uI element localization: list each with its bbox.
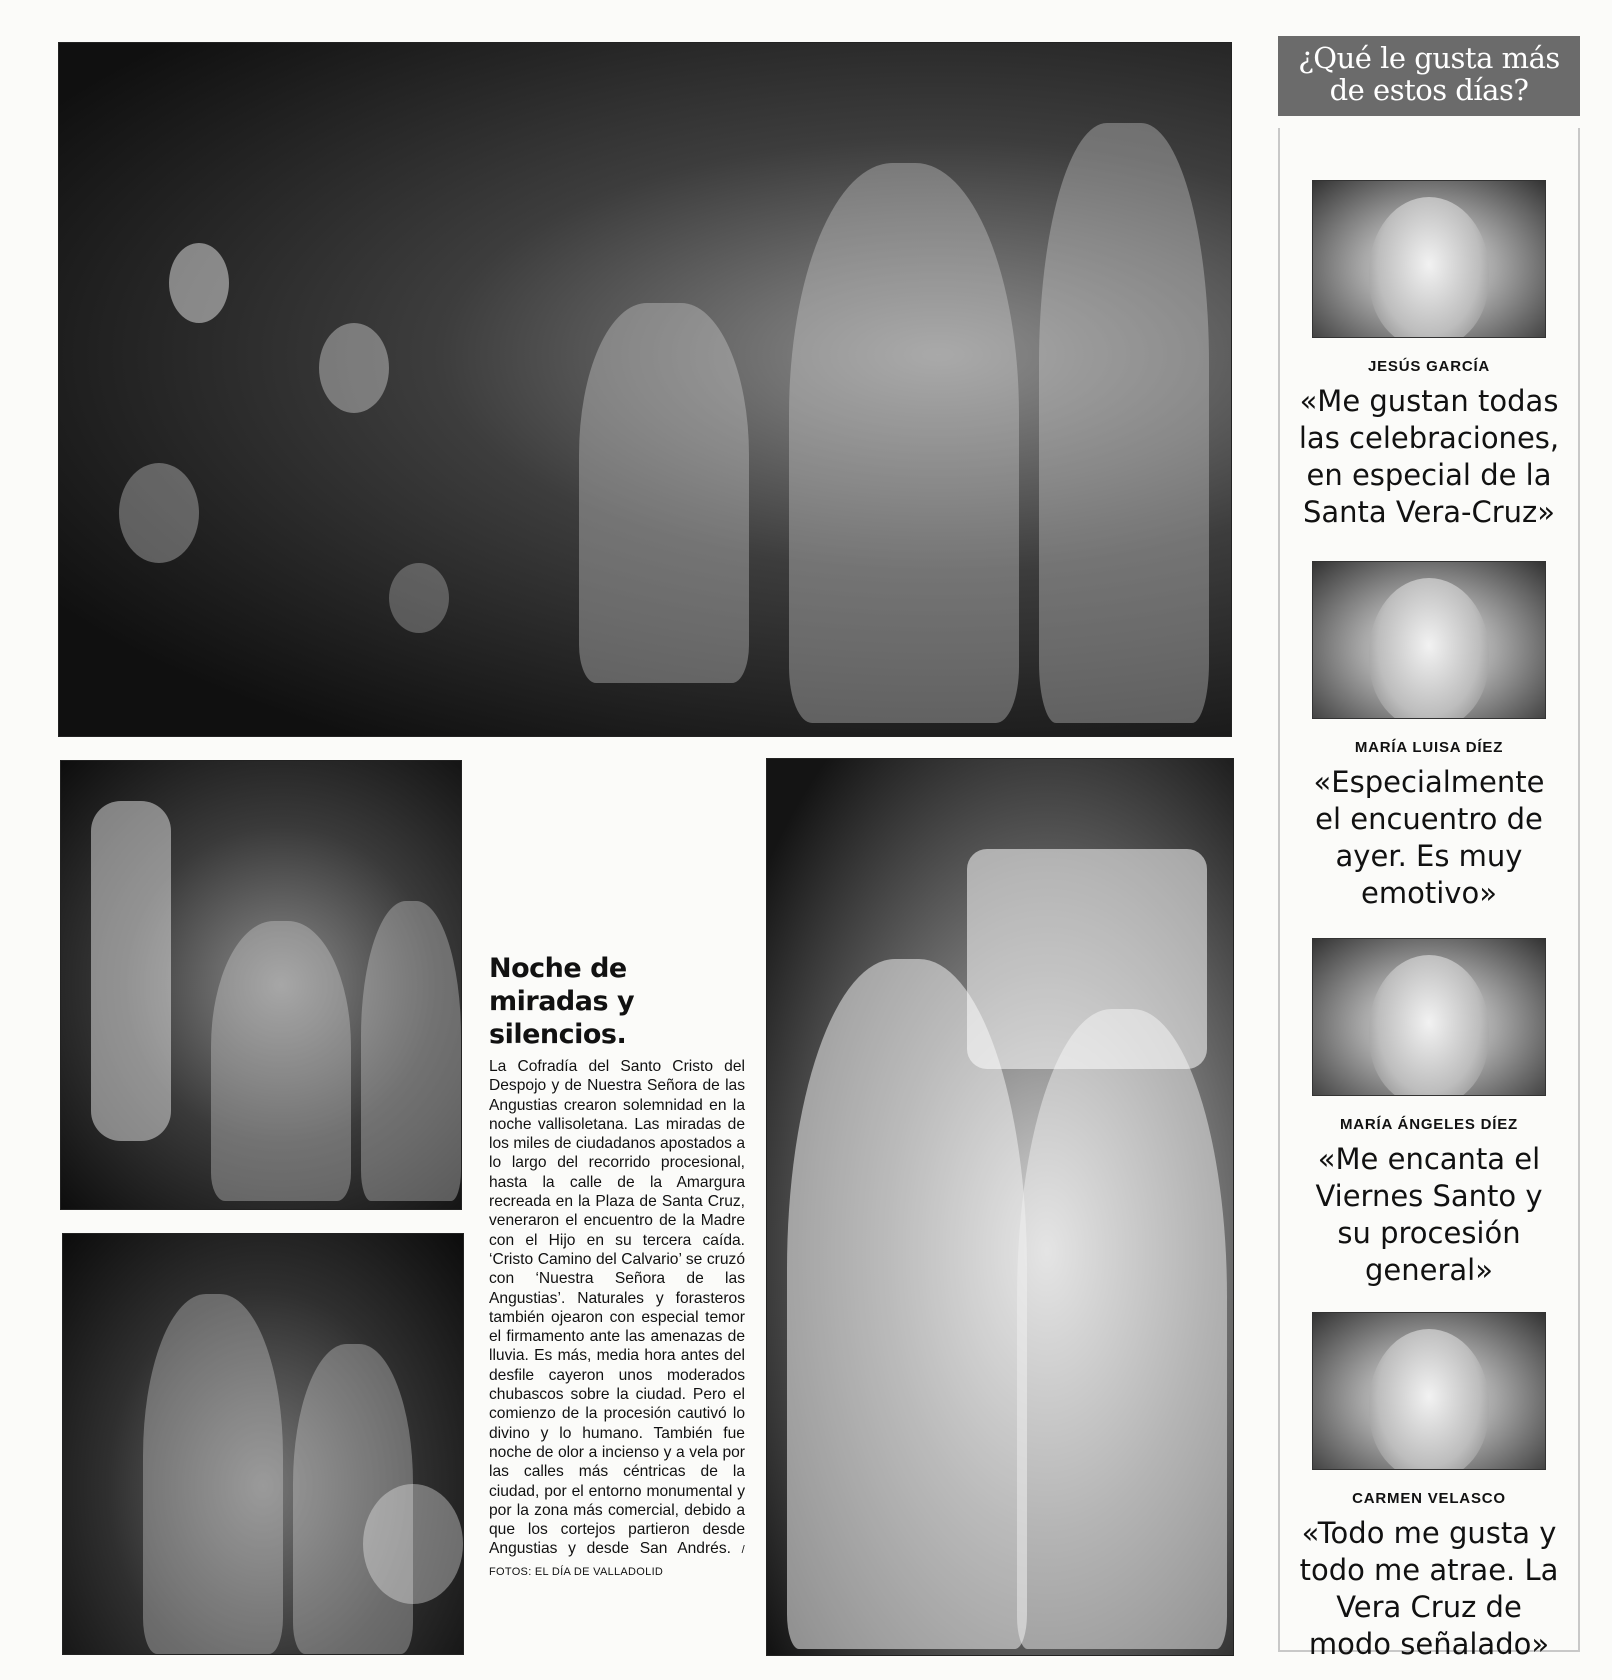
elderly-woman-photo — [60, 760, 462, 1210]
incense-bearers-photo — [62, 1233, 464, 1655]
portrait-carmen-velasco — [1312, 1312, 1546, 1470]
opinion-sidebar — [1278, 36, 1580, 1661]
article-headline: Noche de miradas y silencios. — [489, 953, 635, 1050]
portrait-maria-angeles-diez — [1312, 938, 1546, 1096]
portrait-jesus-garcia — [1312, 180, 1546, 338]
article-body — [489, 1057, 745, 1582]
procession-statues-photo — [58, 42, 1232, 737]
person-name: MARÍA ÁNGELES DÍEZ — [1339, 1116, 1518, 1133]
photo-credit: / FOTOS: EL DÍA DE VALLADOLID — [489, 1544, 745, 1578]
article-body-text: La Cofradía del Santo Cristo del Despojo y de Nuestra Señora de las Angustias crearon solemnidad en la noche vallisoletana. Las miradas de los miles de ciudadanos apostados a lo largo del recorrido procesional, hasta la calle de la Amargura recreada en la Plaza de Santa Cruz, veneraron el encuentro de la Madre con el Hijo en su tercera caída. ‘Cristo Camino del Calvario’ se cruzó con ‘Nuestra Señora de las Angustias’. Naturales y forasteros también ojearon con especial temor el firmamento ante las amenazas de lluvia. Es más, media hora antes del desfile cayeron unos moderados chubascos sobre la ciudad. Pero el comienzo de la procesión cautivó lo divino y lo humano. También fue noche de olor a incienso y a vela por las calles más céntricas de la ciudad, por el entorno monumental y por la zona más comercial, debido a que los cortejos partieron desde Angustias y desde San Andrés. — [489, 1058, 745, 1558]
person-quote: «Especialmente el encuentro de ayer. Es muy emotivo» — [1313, 765, 1545, 910]
sidebar-title: ¿Qué le gusta más de estos días? — [1278, 36, 1580, 116]
altar-boys-photo — [766, 758, 1234, 1656]
person-name: MARÍA LUISA DÍEZ — [1354, 739, 1504, 756]
person-card — [1280, 561, 1578, 912]
person-name: CARMEN VELASCO — [1352, 1490, 1506, 1507]
person-quote: «Me gustan todas las celebraciones, en especial de la Santa Vera-Cruz» — [1298, 384, 1560, 529]
person-card — [1280, 1312, 1578, 1663]
person-card — [1280, 938, 1578, 1289]
person-quote: «Todo me gusta y todo me atrae. La Vera Cruz de modo señalado» — [1299, 1516, 1559, 1661]
person-card — [1280, 180, 1578, 531]
person-quote: «Me encanta el Viernes Santo y su procesión general» — [1315, 1142, 1543, 1287]
person-name: JESÚS GARCÍA — [1367, 358, 1491, 375]
sidebar-body — [1278, 128, 1580, 1661]
portrait-maria-luisa-diez — [1312, 561, 1546, 719]
article — [489, 952, 745, 1582]
